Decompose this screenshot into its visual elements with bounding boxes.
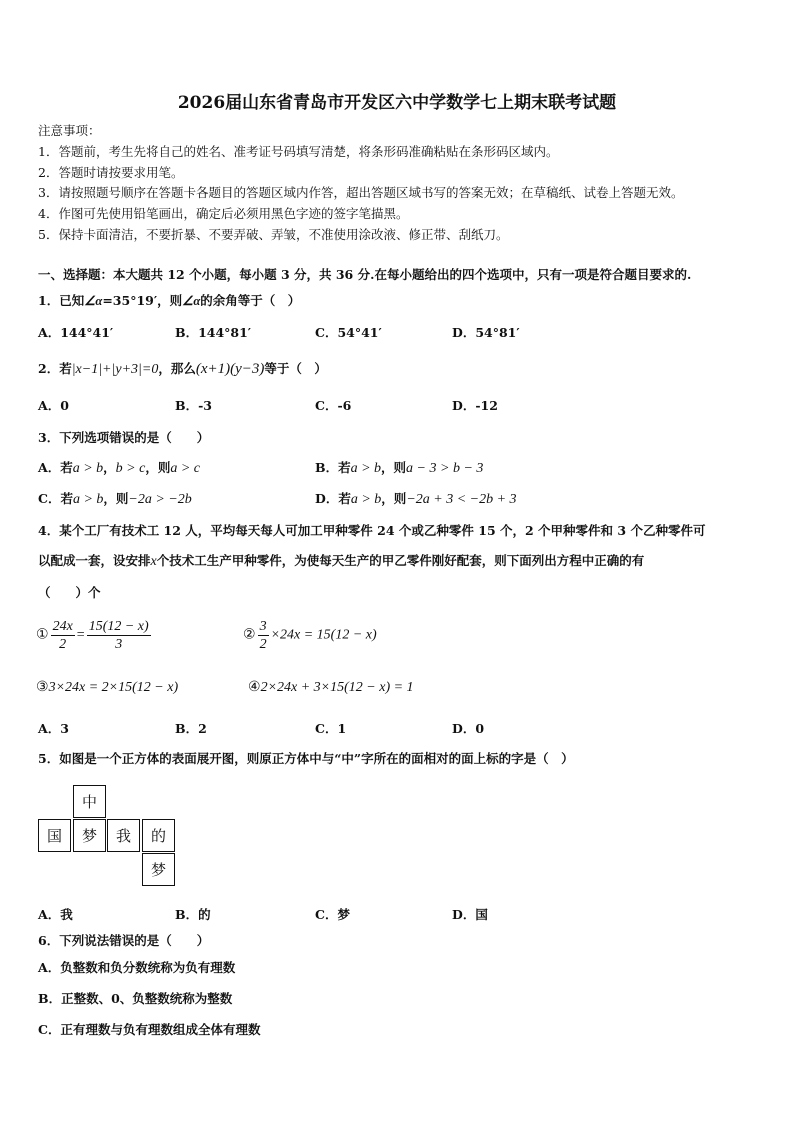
q5-option-d[interactable]: D．国 <box>452 907 488 922</box>
q4-eq3-label: ③ <box>36 680 49 695</box>
q3-d-then: ，则 <box>381 491 407 506</box>
q2-expr-2: (x+1)(y−3) <box>195 361 265 377</box>
q2-option-d[interactable]: D．-12 <box>452 398 498 413</box>
q2-stem-b: ，那么 <box>158 361 196 376</box>
q4-eq1-num-2: 15(12 − x) <box>88 619 149 634</box>
q2-stem-c: 等于（ ） <box>264 361 327 376</box>
q4-eq1-den-2: 3 <box>115 637 123 652</box>
q1-angle: ∠α <box>84 294 103 308</box>
q4-option-c[interactable]: C．1 <box>315 721 347 736</box>
q4-eq3-expr: 3×24x = 2×15(12 − x) <box>48 680 179 695</box>
q2-option-a[interactable]: A．0 <box>38 398 69 413</box>
q2-option-b[interactable]: B．-3 <box>175 398 212 413</box>
q4-eq1-equals: = <box>76 627 85 643</box>
q1-option-a[interactable]: A．144°41′ <box>38 325 114 340</box>
q4-option-a[interactable]: A．3 <box>38 721 69 736</box>
q4-eq1-den-1: 2 <box>59 637 67 652</box>
q3-b-math-1: a > b <box>350 461 382 476</box>
q3-a-sep: ， <box>103 460 116 475</box>
q3-option-a[interactable] <box>38 458 200 477</box>
q4-eq1-label: ① <box>36 627 49 643</box>
q1-angle-2: ∠α <box>182 294 201 308</box>
q3-c-label: C．若 <box>38 491 73 506</box>
q1-option-d[interactable]: D．54°81′ <box>452 325 520 340</box>
question-4-line-3: （ ）个 <box>38 585 101 600</box>
q6-option-a[interactable]: A．负整数和负分数统称为负有理数 <box>38 960 236 975</box>
q4-option-d[interactable]: D．0 <box>452 721 485 736</box>
q3-option-d[interactable] <box>315 489 517 508</box>
notice-heading: 注意事项： <box>38 123 101 138</box>
question-2-stem <box>38 359 327 378</box>
question-6-stem: 6．下列说法错误的是（ ） <box>38 933 210 948</box>
q1-option-c[interactable]: C．54°41′ <box>315 325 382 340</box>
q3-d-label: D．若 <box>315 491 351 506</box>
q4-var-x: x <box>150 554 157 569</box>
q3-option-b[interactable] <box>315 458 483 477</box>
net-face-guo: 国 <box>38 819 71 852</box>
q4-line2-b: 个技术工生产甲种零件，为使每天生产的甲乙零件刚好配套，则下面列出方程中正确的有 <box>156 553 645 568</box>
question-4-line-2 <box>38 551 644 570</box>
q4-eq4-label: ④ <box>248 680 261 695</box>
q3-b-label: B．若 <box>315 460 351 475</box>
q4-equation-2 <box>243 618 377 653</box>
q3-b-math-2: a − 3 > b − 3 <box>406 461 484 476</box>
q4-equation-1 <box>36 618 153 653</box>
q3-d-math-2: −2a + 3 < −2b + 3 <box>406 492 517 507</box>
q4-eq2-num: 3 <box>259 619 267 634</box>
net-face-meng-2: 梦 <box>142 853 175 886</box>
q3-d-math-1: a > b <box>350 492 382 507</box>
q2-stem-a: 2．若 <box>38 361 72 376</box>
question-5-stem: 5．如图是一个正方体的表面展开图，则原正方体中与“中”字所在的面相对的面上标的字是（ ） <box>38 751 574 766</box>
q1-stem-b: =35°19′，则 <box>102 293 183 308</box>
question-3-stem: 3．下列选项错误的是（ ） <box>38 430 210 445</box>
q6-option-c[interactable]: C．正有理数与负有理数组成全体有理数 <box>38 1022 261 1037</box>
q4-eq2-rest: ×24x = 15(12 − x) <box>270 627 377 643</box>
q5-option-c[interactable]: C．梦 <box>315 907 350 922</box>
q4-eq2-label: ② <box>243 627 256 643</box>
q1-option-b[interactable]: B．144°81′ <box>175 325 252 340</box>
q1-stem-c: 的余角等于（ ） <box>200 293 301 308</box>
q6-option-b[interactable]: B．正整数、0、负整数统称为整数 <box>38 991 233 1006</box>
net-face-wo: 我 <box>107 819 140 852</box>
q2-expr-1: |x−1|+|y+3|=0 <box>71 362 159 377</box>
q4-option-b[interactable]: B．2 <box>175 721 207 736</box>
question-1-stem <box>38 291 300 309</box>
q3-option-c[interactable] <box>38 489 192 508</box>
notice-item-1: 1．答题前，考生先将自己的姓名、准考证号码填写清楚，将条形码准确粘贴在条形码区域内。 <box>38 144 559 159</box>
page-title: 2026届山东省青岛市开发区六中学数学七上期末联考试题 <box>177 93 617 113</box>
net-face-meng-1: 梦 <box>73 819 106 852</box>
q5-option-a[interactable]: A．我 <box>38 907 73 922</box>
q3-a-math-1: a > b <box>72 461 104 476</box>
q3-c-math-1: a > b <box>72 492 104 507</box>
net-face-zhong: 中 <box>73 785 106 818</box>
section-header: 一、选择题：本大题共 12 个小题，每小题 3 分，共 36 分.在每小题给出的四个选项中，只有一项是符合题目要求的. <box>38 267 692 282</box>
q4-eq4-expr: 2×24x + 3×15(12 − x) = 1 <box>260 680 414 695</box>
q4-eq1-num-1: 24x <box>52 619 73 634</box>
question-4-line-1: 4．某个工厂有技术工 12 人，平均每天每人可加工甲种零件 24 个或乙种零件 15 个，2 个甲种零件和 3 个乙种零件可 <box>38 523 706 538</box>
q4-line2-a: 以配成一套，设安排 <box>38 553 151 568</box>
q2-option-c[interactable]: C．-6 <box>315 398 352 413</box>
q5-option-b[interactable]: B．的 <box>175 907 211 922</box>
q3-a-then: ，则 <box>145 460 171 475</box>
q1-stem-a: 1．已知 <box>38 293 85 308</box>
notice-item-4: 4．作图可先使用铅笔画出，确定后必须用黑色字迹的签字笔描黑。 <box>38 206 409 221</box>
q4-equation-3 <box>36 679 178 696</box>
notice-item-5: 5．保持卡面清洁，不要折暴、不要弄破、弄皱，不准使用涂改液、修正带、刮纸刀。 <box>38 227 509 242</box>
q3-a-math-2: b > c <box>115 461 146 476</box>
q3-c-then: ，则 <box>103 491 129 506</box>
q4-equation-4 <box>248 679 414 696</box>
q4-eq2-den: 2 <box>259 637 267 652</box>
q3-b-then: ，则 <box>381 460 407 475</box>
notice-item-2: 2．答题时请按要求用笔。 <box>38 165 184 180</box>
q3-a-math-3: a > c <box>170 461 201 476</box>
q3-c-math-2: −2a > −2b <box>128 492 192 507</box>
net-face-de: 的 <box>142 819 175 852</box>
notice-item-3: 3．请按照题号顺序在答题卡各题目的答题区域内作答，超出答题区域书写的答案无效；在草稿纸、试卷上答题无效。 <box>38 185 684 200</box>
q3-a-label: A．若 <box>38 460 73 475</box>
